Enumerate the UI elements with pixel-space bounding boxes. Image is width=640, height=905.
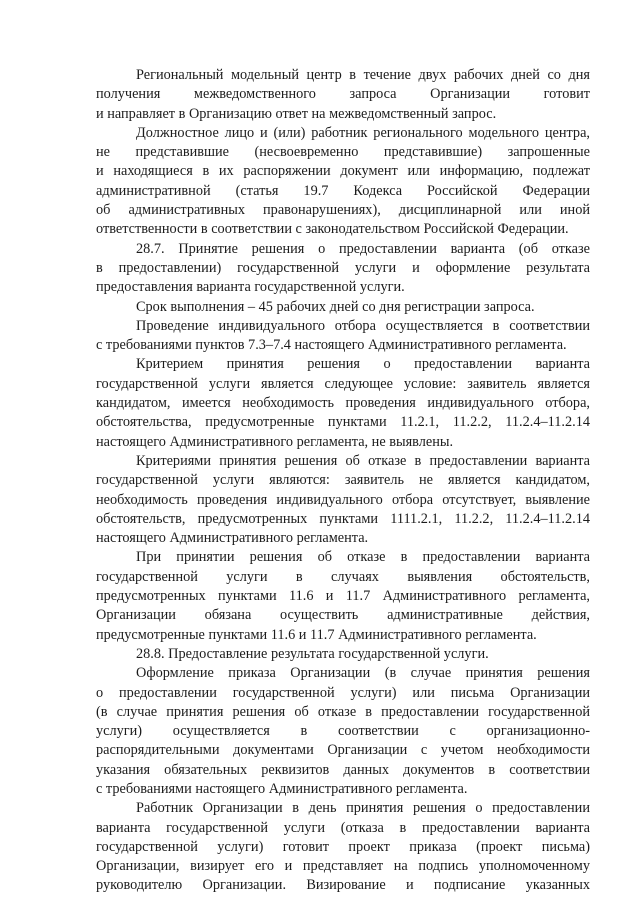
document-line: государственной услуги в случаях выявления обстоятельств,: [96, 568, 590, 585]
document-line: обстоятельств, предусмотренных пунктами 1111.2.1, 11.2.2, 11.2.4–11.2.14: [96, 510, 590, 527]
document-line: Должностное лицо и (или) работник регионального модельного центра,: [136, 124, 590, 141]
document-line: с требованиями настоящего Административного регламента.: [96, 780, 468, 797]
document-line: предусмотренных пунктами 11.6 и 11.7 Административного регламента,: [96, 588, 590, 605]
document-line: Работник Организации в день принятия решения о предоставлении: [136, 800, 590, 817]
document-line: При принятии решения об отказе в предоставлении варианта: [136, 549, 590, 566]
document-line: в предоставлении) государственной услуги и оформление результата: [96, 259, 590, 276]
document-line: кандидатом, имеется необходимость проведения индивидуального отбора,: [96, 395, 590, 412]
document-line: распорядительными документами Организации с учетом необходимости: [96, 742, 590, 759]
document-line: ответственности в соответствии с законодательством Российской Федерации.: [96, 221, 569, 238]
document-line: Критерием принятия решения о предоставлении варианта: [136, 356, 590, 373]
document-line: Критериями принятия решения об отказе в предоставлении варианта: [136, 452, 590, 469]
document-line: настоящего Административного регламента, не выявлены.: [96, 433, 454, 450]
document-line: с требованиями пунктов 7.3–7.4 настоящего Административного регламента.: [96, 337, 567, 354]
document-line: Проведение индивидуального отбора осуществляется в соответствии: [136, 317, 590, 334]
document-line: 28.7. Принятие решения о предоставлении варианта (об отказе: [136, 240, 590, 257]
document-line: Организации обязана осуществить административные действия,: [96, 607, 590, 624]
document-line: о предоставлении государственной услуги) или письма Организации: [96, 684, 590, 701]
document-line: Оформление приказа Организации (в случае принятия решения: [136, 665, 590, 682]
document-line: (в случае принятия решения об отказе в предоставлении государственной: [96, 703, 590, 720]
document-line: услуги) осуществляется в соответствии с организационно-: [96, 723, 590, 740]
document-line: обстоятельства, предусмотренные пунктами 11.2.1, 11.2.2, 11.2.4–11.2.14: [96, 414, 590, 431]
document-line: 28.8. Предоставление результата государственной услуги.: [136, 645, 489, 662]
document-line: и находящиеся в их распоряжении документ или информацию, подлежат: [96, 163, 590, 180]
document-line: предоставления варианта государственной услуги.: [96, 279, 405, 296]
document-line: Организации, визирует его и представляет на подпись уполномоченному: [96, 858, 590, 875]
document-line: указания обязательных реквизитов данных документов в соответствии: [96, 761, 590, 778]
document-line: государственной услуги являются: заявитель не является кандидатом,: [96, 472, 590, 489]
document-line: об административных правонарушениях), дисциплинарной или иной: [96, 202, 590, 219]
document-line: государственной услуги) готовит проект приказа (проект письма): [96, 838, 590, 855]
document-line: варианта государственной услуги (отказа в предоставлении варианта: [96, 819, 590, 836]
document-line: административной (статья 19.7 Кодекса Российской Федерации: [96, 182, 590, 199]
document-line: необходимость проведения индивидуального отбора отсутствует, выявление: [96, 491, 590, 508]
document-line: Региональный модельный центр в течение двух рабочих дней со дня: [136, 67, 590, 83]
document-line: предусмотренные пунктами 11.6 и 11.7 Административного регламента.: [96, 626, 537, 643]
document-line: настоящего Административного регламента.: [96, 530, 369, 547]
document-body: [96, 66, 590, 896]
document-line: государственной услуги является следующее условие: заявитель является: [96, 375, 590, 392]
document-line: не представившие (несвоевременно представившие) запрошенные: [96, 144, 590, 161]
document-line: и направляет в Организацию ответ на межведомственный запрос.: [96, 105, 497, 122]
document-line: получения межведомственного запроса Организации готовит: [96, 86, 590, 103]
document-line: руководителю Организации. Визирование и подписание указанных: [96, 877, 590, 894]
document-line: Срок выполнения – 45 рабочих дней со дня регистрации запроса.: [136, 298, 535, 315]
